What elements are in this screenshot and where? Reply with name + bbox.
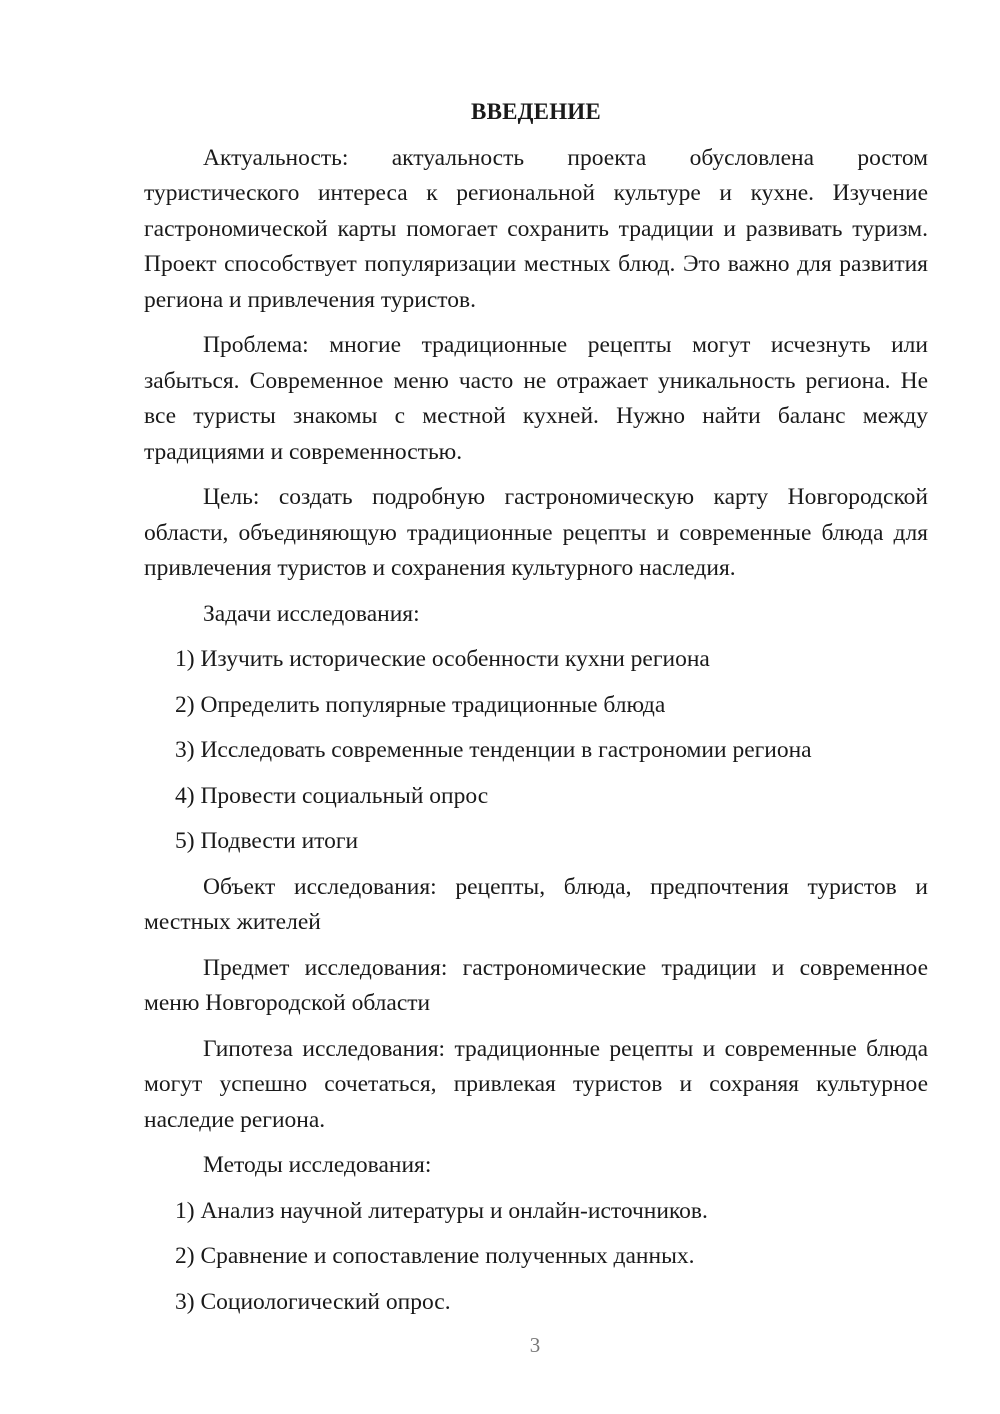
relevance-paragraph: Актуальность: актуальность проекта обусловлена ростом туристического интереса к региональной культуре и кухне. Изучение гастрономической карты помогает сохранить традиции и развивать туризм. Проект способствует популяризации местных блюд. Это важно для развития региона и привлечения туристов. — [144, 144, 928, 313]
list-item: 2) Определить популярные традиционные блюда — [175, 691, 666, 718]
subject-paragraph: Предмет исследования: гастрономические традиции и современное меню Новгородской области — [144, 954, 928, 1016]
tasks-heading: Задачи исследования: — [203, 600, 420, 627]
section-title: ВВЕДЕНИЕ — [471, 99, 601, 124]
object-paragraph: Объект исследования: рецепты, блюда, предпочтения туристов и местных жителей — [144, 873, 928, 935]
hypothesis-paragraph: Гипотеза исследования: традиционные рецепты и современные блюда могут успешно сочетаться, привлекая туристов и сохраняя культурное наследие региона. — [144, 1035, 928, 1133]
list-item: 2) Сравнение и сопоставление полученных данных. — [175, 1243, 695, 1269]
methods-heading: Методы исследования: — [203, 1152, 432, 1178]
list-item: 1) Изучить исторические особенности кухни региона — [175, 646, 710, 672]
list-item: 5) Подвести итоги — [175, 828, 359, 854]
tasks-list — [144, 642, 928, 860]
list-item: 3) Исследовать современные тенденции в гастрономии региона — [175, 737, 812, 763]
goal-paragraph: Цель: создать подробную гастрономическую карту Новгородской области, объединяющую традиционные рецепты и современные блюда для привлечения туристов и сохранения культурного наследия. — [144, 484, 928, 581]
methods-list — [144, 1194, 928, 1321]
list-item: 3) Социологический опрос. — [175, 1288, 451, 1315]
list-item: 1) Анализ научной литературы и онлайн-источников. — [175, 1197, 708, 1224]
page-number: 3 — [529, 1333, 541, 1357]
problem-paragraph: Проблема: многие традиционные рецепты могут исчезнуть или забыться. Современное меню часто не отражает уникальность региона. Не все туристы знакомы с местной кухней. Нужно найти баланс между традициями и современностью. — [144, 332, 928, 465]
page-content — [144, 94, 928, 1330]
list-item: 4) Провести социальный опрос — [175, 782, 489, 809]
